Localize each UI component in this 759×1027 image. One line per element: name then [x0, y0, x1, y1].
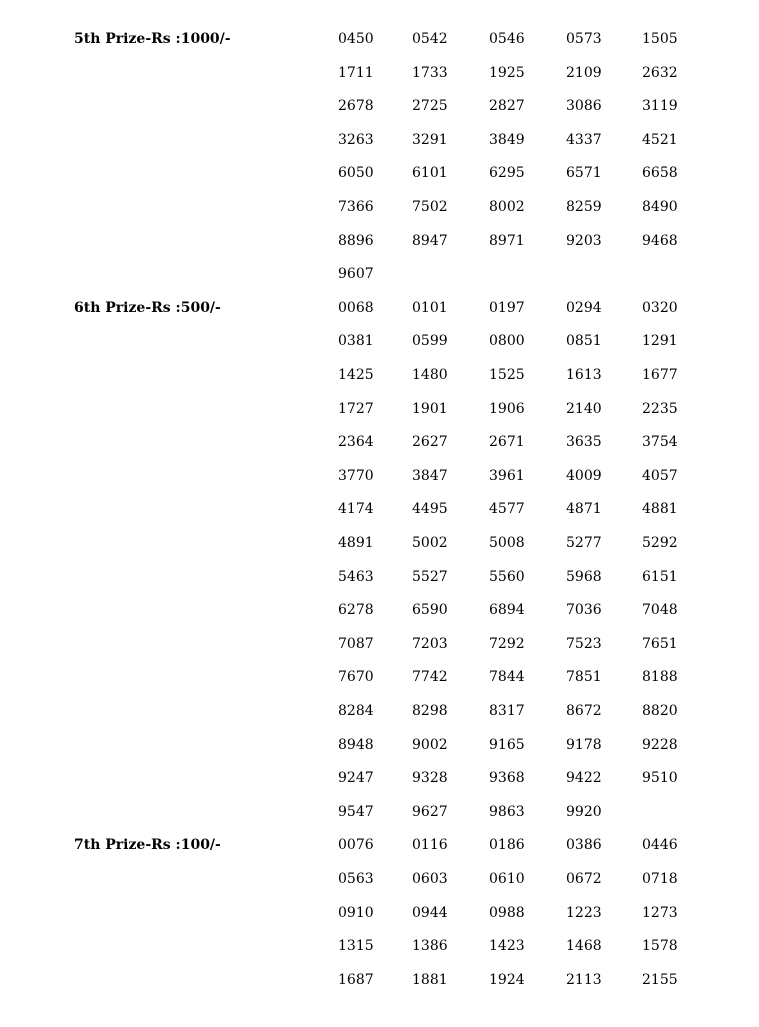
winning-number: 0450	[338, 31, 374, 47]
number-row	[0, 165, 759, 199]
winning-number: 1733	[412, 64, 448, 81]
winning-number: 0320	[642, 299, 678, 316]
number-row	[0, 199, 759, 233]
winning-number: 0988	[489, 904, 525, 921]
winning-number: 8672	[566, 702, 602, 719]
winning-number: 8188	[642, 669, 678, 686]
winning-number: 0116	[412, 837, 448, 854]
number-row	[0, 401, 759, 435]
number-row	[0, 669, 759, 703]
winning-number: 1906	[489, 400, 525, 417]
winning-number: 9328	[412, 770, 448, 787]
winning-number: 1727	[338, 400, 374, 417]
winning-number: 2235	[642, 400, 678, 417]
winning-number: 1613	[566, 366, 602, 383]
winning-number: 1924	[489, 971, 525, 988]
number-row	[0, 602, 759, 636]
number-row	[0, 266, 759, 300]
winning-number: 5968	[566, 568, 602, 585]
winning-number: 0599	[412, 333, 448, 350]
winning-number: 2632	[642, 64, 678, 81]
winning-number: 0672	[566, 870, 602, 887]
winning-number: 3119	[642, 98, 678, 115]
winning-number: 7292	[489, 635, 525, 652]
winning-number: 4057	[642, 467, 678, 484]
winning-number: 8259	[566, 198, 602, 215]
winning-number: 5560	[489, 568, 525, 585]
winning-number: 2113	[566, 971, 602, 988]
winning-number: 1677	[642, 366, 678, 383]
winning-number: 2725	[412, 98, 448, 115]
winning-number: 1525	[489, 366, 525, 383]
winning-number: 0446	[642, 837, 678, 854]
winning-number: 6278	[338, 602, 374, 619]
winning-number: 4174	[338, 501, 374, 518]
winning-number: 0563	[338, 870, 374, 887]
prize-section	[0, 837, 759, 1005]
winning-number: 2364	[338, 434, 374, 451]
winning-number: 7844	[489, 669, 525, 686]
winning-number: 5527	[412, 568, 448, 585]
winning-number: 1925	[489, 64, 525, 81]
winning-number: 9607	[338, 266, 374, 283]
winning-number: 1423	[489, 938, 525, 955]
winning-number: 8896	[338, 232, 374, 249]
winning-number: 0800	[489, 333, 525, 350]
winning-number: 1480	[412, 366, 448, 383]
winning-number: 5277	[566, 534, 602, 551]
winning-number: 0101	[412, 299, 448, 316]
winning-number: 0294	[566, 299, 602, 316]
winning-number: 0718	[642, 870, 678, 887]
winning-number: 0197	[489, 299, 525, 316]
winning-number: 6658	[642, 165, 678, 182]
winning-number: 6050	[338, 165, 374, 182]
number-row	[0, 31, 759, 65]
winning-number: 7670	[338, 669, 374, 686]
winning-number: 0186	[489, 837, 525, 854]
winning-number: 4337	[566, 131, 602, 148]
winning-number: 1687	[338, 971, 374, 988]
winning-number: 9247	[338, 770, 374, 787]
winning-number: 3635	[566, 434, 602, 451]
winning-number: 0381	[338, 333, 374, 350]
winning-number: 8490	[642, 198, 678, 215]
winning-number: 5463	[338, 568, 374, 585]
number-row	[0, 468, 759, 502]
number-row	[0, 703, 759, 737]
winning-number: 8820	[642, 702, 678, 719]
winning-number: 5008	[489, 534, 525, 551]
number-row	[0, 804, 759, 838]
number-row	[0, 737, 759, 771]
winning-number: 0386	[566, 837, 602, 854]
winning-number: 8284	[338, 702, 374, 719]
number-row	[0, 837, 759, 871]
winning-number: 2155	[642, 971, 678, 988]
winning-number: 1881	[412, 971, 448, 988]
winning-number: 2109	[566, 64, 602, 81]
winning-number: 3847	[412, 467, 448, 484]
winning-number: 4577	[489, 501, 525, 518]
winning-number: 1711	[338, 64, 374, 81]
winning-number: 7523	[566, 635, 602, 652]
number-row	[0, 65, 759, 99]
winning-number: 9178	[566, 736, 602, 753]
winning-number: 8317	[489, 702, 525, 719]
number-row	[0, 434, 759, 468]
winning-number: 9468	[642, 232, 678, 249]
winning-number: 7036	[566, 602, 602, 619]
winning-number: 9368	[489, 770, 525, 787]
winning-number: 0610	[489, 870, 525, 887]
winning-number: 0546	[489, 31, 525, 47]
winning-number: 8298	[412, 702, 448, 719]
number-row	[0, 233, 759, 267]
winning-number: 7651	[642, 635, 678, 652]
number-row	[0, 871, 759, 905]
winning-number: 3291	[412, 131, 448, 148]
prize-section	[0, 31, 759, 300]
winning-number: 9422	[566, 770, 602, 787]
winning-number: 2671	[489, 434, 525, 451]
winning-number: 1505	[642, 31, 678, 47]
winning-number: 4891	[338, 534, 374, 551]
winning-number: 6101	[412, 165, 448, 182]
winning-number: 3961	[489, 467, 525, 484]
winning-number: 0910	[338, 904, 374, 921]
winning-number: 6571	[566, 165, 602, 182]
winning-number: 0573	[566, 31, 602, 47]
winning-number: 9510	[642, 770, 678, 787]
number-row	[0, 636, 759, 670]
number-row	[0, 98, 759, 132]
winning-number: 1468	[566, 938, 602, 955]
winning-number: 7502	[412, 198, 448, 215]
winning-number: 2678	[338, 98, 374, 115]
prize-label: 5th Prize-Rs :1000/-	[74, 31, 231, 47]
winning-number: 6295	[489, 165, 525, 182]
winning-number: 9863	[489, 803, 525, 820]
winning-number: 1315	[338, 938, 374, 955]
winning-number: 4009	[566, 467, 602, 484]
number-row	[0, 501, 759, 535]
number-row	[0, 905, 759, 939]
winning-number: 4881	[642, 501, 678, 518]
winning-number: 0851	[566, 333, 602, 350]
winning-number: 3086	[566, 98, 602, 115]
winning-number: 6151	[642, 568, 678, 585]
winning-number: 1425	[338, 366, 374, 383]
winning-number: 4495	[412, 501, 448, 518]
winning-number: 1273	[642, 904, 678, 921]
winning-number: 8002	[489, 198, 525, 215]
winning-number: 4871	[566, 501, 602, 518]
winning-number: 3263	[338, 131, 374, 148]
winning-number: 1578	[642, 938, 678, 955]
winning-number: 3770	[338, 467, 374, 484]
winning-number: 9203	[566, 232, 602, 249]
winning-number: 0076	[338, 837, 374, 854]
number-row	[0, 770, 759, 804]
winning-number: 8948	[338, 736, 374, 753]
number-row	[0, 972, 759, 1006]
winning-number: 0603	[412, 870, 448, 887]
winning-number: 1901	[412, 400, 448, 417]
number-row	[0, 300, 759, 334]
prize-label: 6th Prize-Rs :500/-	[74, 299, 221, 316]
winning-number: 4521	[642, 131, 678, 148]
winning-number: 7742	[412, 669, 448, 686]
winning-number: 3754	[642, 434, 678, 451]
winning-number: 9002	[412, 736, 448, 753]
winning-number: 5292	[642, 534, 678, 551]
winning-number: 9627	[412, 803, 448, 820]
winning-number: 3849	[489, 131, 525, 148]
winning-number: 0944	[412, 904, 448, 921]
winning-number: 7087	[338, 635, 374, 652]
winning-number: 9920	[566, 803, 602, 820]
winning-number: 6590	[412, 602, 448, 619]
number-row	[0, 938, 759, 972]
prize-label: 7th Prize-Rs :100/-	[74, 837, 221, 854]
winning-number: 7048	[642, 602, 678, 619]
number-row	[0, 367, 759, 401]
number-row	[0, 569, 759, 603]
winning-number: 9547	[338, 803, 374, 820]
winning-number: 6894	[489, 602, 525, 619]
winning-number: 9228	[642, 736, 678, 753]
winning-number: 7203	[412, 635, 448, 652]
winning-number: 8947	[412, 232, 448, 249]
winning-number: 0542	[412, 31, 448, 47]
winning-number: 9165	[489, 736, 525, 753]
winning-number: 7851	[566, 669, 602, 686]
winning-number: 1291	[642, 333, 678, 350]
winning-number: 0068	[338, 299, 374, 316]
winning-number: 1386	[412, 938, 448, 955]
winning-number: 5002	[412, 534, 448, 551]
number-row	[0, 132, 759, 166]
winning-number: 7366	[338, 198, 374, 215]
winning-number: 2140	[566, 400, 602, 417]
winning-number: 2627	[412, 434, 448, 451]
winning-number: 1223	[566, 904, 602, 921]
prize-section	[0, 300, 759, 838]
number-row	[0, 535, 759, 569]
number-row	[0, 333, 759, 367]
winning-number: 2827	[489, 98, 525, 115]
winning-number: 8971	[489, 232, 525, 249]
